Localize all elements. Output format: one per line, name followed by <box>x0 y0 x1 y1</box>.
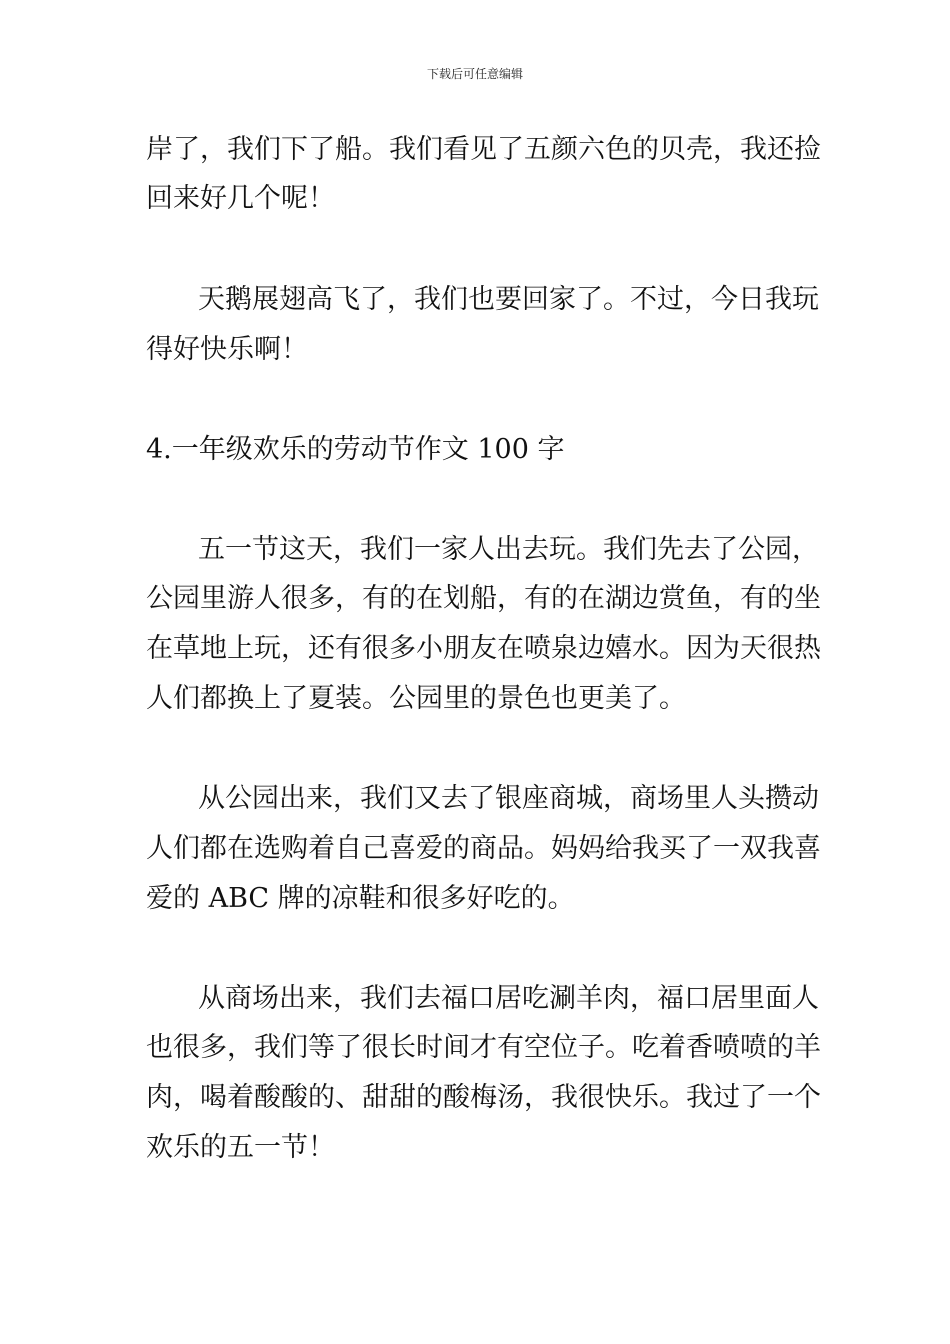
text-line: 欢乐的五一节！ <box>146 1132 335 1163</box>
text-line: 在草地上玩，还有很多小朋友在喷泉边嬉水。因为天很热 <box>146 633 821 664</box>
text-line: 五一节这天，我们一家人出去玩。我们先去了公园， <box>198 534 819 565</box>
text-line: 从商场出来，我们去福口居吃涮羊肉，福口居里面人 <box>198 983 819 1014</box>
text-line: 天鹅展翅高飞了，我们也要回家了。不过，今日我玩 <box>198 284 819 315</box>
text-line: 也很多，我们等了很长时间才有空位子。吃着香喷喷的羊 <box>146 1032 821 1063</box>
text-line: 肉，喝着酸酸的、甜甜的酸梅汤，我很快乐。我过了一个 <box>146 1082 821 1113</box>
page-header: 下载后可任意编辑 <box>426 67 523 81</box>
text-line: 从公园出来，我们又去了银座商城，商场里人头攒动 <box>198 783 819 814</box>
text-line: 人们都换上了夏装。公园里的景色也更美了。 <box>146 683 686 714</box>
text-line: 得好快乐啊！ <box>146 334 308 365</box>
text-line: 爱的 ABC 牌的凉鞋和很多好吃的。 <box>146 883 575 914</box>
text-line: 回来好几个呢！ <box>146 183 335 214</box>
text-line: 公园里游人很多，有的在划船，有的在湖边赏鱼，有的坐 <box>146 583 821 614</box>
text-line: 人们都在选购着自己喜爱的商品。妈妈给我买了一双我喜 <box>146 833 821 864</box>
section-heading: 4.一年级欢乐的劳动节作文 100 字 <box>146 434 565 465</box>
text-line: 岸了，我们下了船。我们看见了五颜六色的贝壳，我还捡 <box>146 134 821 165</box>
